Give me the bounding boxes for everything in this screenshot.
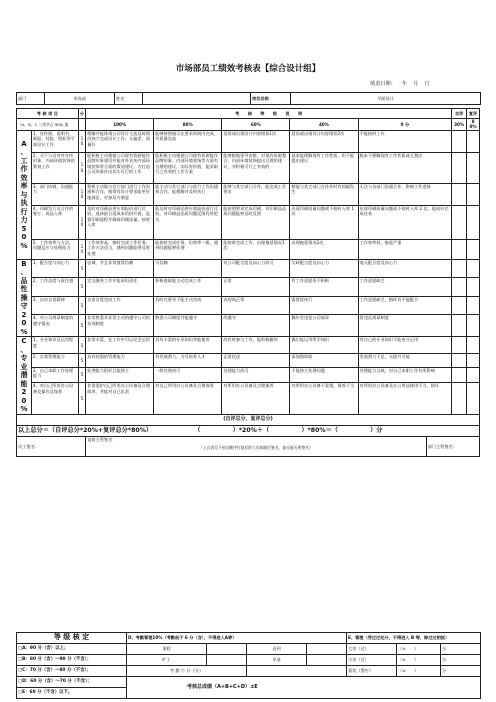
dept-value[interactable]: 市场部 [45, 93, 115, 105]
summary-title: (自评总分、复评总分) [17, 414, 480, 425]
level-description: 偶尔会违犯公司规章 [290, 315, 358, 337]
level-description: 工作效率低，拖延严重 [358, 239, 452, 259]
level-description: 发展潜力不足，无提升可能 [358, 354, 452, 367]
review-score-cell[interactable] [467, 130, 480, 152]
level-description: 对自己所用办公设备及合理保养 [154, 383, 222, 415]
item-weight: 5 [78, 296, 85, 314]
level-description: 具有较强的管理能力 [86, 354, 154, 367]
level-description: 尚遵守 [222, 315, 290, 337]
level-description: 不能独立处理问题 [290, 367, 358, 383]
review-score-cell[interactable] [467, 296, 480, 314]
review-pct: 80% [467, 119, 480, 131]
level-description: 完全融身工作并能承担责任 [86, 278, 154, 296]
item-description: 1、宣传册、说明书、画报、挂报、图标等平面设计工作 [31, 130, 78, 152]
absent-label: 旷工 [127, 655, 207, 666]
level-description: 能按时完成工作，出现拖延情况1次 [222, 239, 290, 259]
position-label: 岗位名称 [251, 93, 291, 105]
item-weight: 5 [78, 354, 85, 367]
self-score-cell[interactable] [452, 152, 467, 183]
weight-header: 分 [78, 109, 85, 119]
fill-date: 填表日期： 年 月 日 [370, 81, 430, 87]
level-description: 忠诚，并且非常值得信赖 [86, 259, 154, 277]
level-description: 对自己的专业知识不能充分运用 [358, 337, 452, 354]
level-description: 熟悉公司制度并能遵守 [154, 315, 222, 337]
level-description: 能够按照指示在要求时间内完成，并质量良高 [154, 130, 222, 152]
absent-value[interactable] [207, 655, 247, 666]
supervisor-sign[interactable]: 直接主管签名： （上自表至下按自顺序打最后的人员知晓后签名，如无能无所签名） [86, 436, 426, 456]
item-weight: 10 [78, 152, 85, 183]
evaluation-table [16, 108, 480, 457]
info-row [16, 92, 481, 105]
discipline-title: E、管理（受过过处分，不得进入 B 等，除过过相抵） [347, 633, 481, 644]
self-score-cell[interactable] [452, 205, 467, 239]
level-description: 处理能力欠缺，对自己本职工作有所影响 [358, 367, 452, 383]
item-description: 2、工作态度与责任感 [31, 278, 78, 296]
level-description: 有时在督导下能主动完成 [154, 296, 222, 314]
commendation-value[interactable]: （± ） [397, 666, 441, 677]
review-score-cell[interactable] [467, 205, 480, 239]
level-description: 非常爱护自己所用办公设备及合理保养，并能对自己负责 [86, 383, 154, 415]
grade-title: 等 级 核 定 [17, 633, 127, 644]
item-description: 2、自我管理能力 [31, 354, 78, 367]
review-score-cell[interactable] [467, 183, 480, 205]
item-weight: 5 [78, 337, 85, 354]
item-description: 1、配合度与向心力 [31, 259, 78, 277]
self-score-cell[interactable] [452, 130, 467, 152]
item-description: 1、专业知识及运用程度 [31, 337, 78, 354]
level-40: 40% [290, 119, 358, 131]
level-description: 常违反规章制度 [358, 315, 452, 337]
item-header: 考 核 项 目 [17, 109, 79, 119]
level-description: 正常 [222, 278, 290, 296]
level-description: 自由自觉完成工作 [86, 296, 154, 314]
level-description: 有工作意愿但不积极 [290, 278, 358, 296]
level-description: 表现尚正常 [222, 296, 290, 314]
level-description: 积极主动地与其它部门进行工作沟通和合作，使得有设计要求能更好地满足，更加双方满意 [86, 183, 154, 205]
level-description: 稍能与其它部门合作并时有间隔发生 [290, 183, 358, 205]
item-weight: 5 [78, 383, 85, 415]
item-description: 3、自由自觉精神 [31, 296, 78, 314]
item-weight: 10 [78, 183, 85, 205]
level-description: 延误或出现设计内容错误2次 [290, 130, 358, 152]
self-score-cell[interactable] [452, 239, 467, 259]
level-description: 尚有时参与工作，能积极解决 [222, 337, 290, 354]
level-description: 对所用办公设备不爱惜，保养不当 [290, 383, 358, 415]
level-description: 一般处理尚可 [154, 367, 222, 383]
major-merit-value[interactable]: （± ） [397, 644, 441, 655]
total-row: 以上总分＝（自评总分*20%+复评总分*80%） （ ）*20%＋（ ）*80%＝（ ）分 [17, 425, 480, 436]
employee-sign[interactable]: 员工签名： [17, 436, 86, 456]
category-label-c: C 、 专 业 潜 能 2 0 % [17, 337, 32, 415]
early-leave-label: 早退 [247, 655, 307, 666]
level-description: 处理能力尚可 [222, 367, 290, 383]
level-description: 能按照要求完成印刷，对印刷品品质问题能够及时反馈 [222, 205, 290, 239]
leave-value[interactable] [207, 644, 247, 655]
review-score-cell[interactable] [467, 383, 480, 415]
item-weight: 5 [78, 315, 85, 337]
grade-b[interactable]: □B：80 分（含）～90 分（不含）； [17, 655, 127, 666]
grade-table: 等 级 核 定 D、考勤管理10%（考勤低于 6 分（含），不得进入A等） E、管理（受过过处分，不得进入 B 等，除过过相抵） □A：90 分（含）以上； 事假 迟到 大功（过） （± ） 分 □B：80 分（含）～90 分（不含）； 旷工 早退 小功（过） （± ） 分 □C：70 分（含）～80 分（不含）； 考 勤 小 计（分） 嘉奖（警告） （± ） 分 □D：60 分（含）～70 分（不含）； 考核总成绩（A+B+C+D）±E □E：60 分（不含）以下。 [16, 632, 481, 699]
self-score-cell[interactable] [452, 354, 467, 367]
self-pct: 30% [452, 119, 467, 131]
early-leave-value[interactable] [307, 655, 347, 666]
review-score-cell[interactable] [467, 278, 480, 296]
late-value[interactable] [307, 644, 347, 655]
item-description: 4、对自己所用办公设备及操作及保养 [31, 383, 78, 415]
category-label-a: A 、 工 作 效 率 与 执 行 力 5 0 % [17, 130, 32, 259]
grade-e[interactable]: □E：60 分（不含）以下。 [17, 688, 127, 699]
minor-merit-value[interactable]: （± ） [397, 655, 441, 666]
self-header: 自评 [452, 109, 467, 119]
position-value[interactable]: 平面设计 [291, 93, 481, 105]
level-description: 能积极主动根据公司现有资源能作品牌形象、内部环境装饰等方面有合理的建议，实际有价值，能采取行之有效的工作方案 [154, 152, 222, 183]
self-score-cell[interactable] [452, 296, 467, 314]
level-description: 能积极主动根据公司现有资源能作品牌形象建设并能对外宣传内部环境装饰等方面的策划建议，为打造公司形象作出切实可行的工作 [86, 152, 154, 183]
item-description: 2、关于公司对外宣传形象、内部环境装饰的策划工作 [31, 152, 78, 183]
level-description: 工作意愿缺乏 [358, 278, 452, 296]
item-weight: 5 [78, 367, 85, 383]
review-score-cell[interactable] [467, 337, 480, 354]
major-merit-label: 大功（过） [347, 644, 397, 655]
level-description: 理解并能体现公司设计主流及时情况独立完成设计工作；无偏差、质量好 [86, 130, 154, 152]
level-description: 能够与其它部门合作，能达成工作要求 [222, 183, 290, 205]
review-score-cell[interactable] [467, 239, 480, 259]
level-description: 正常状况 [222, 354, 290, 367]
level-description: 根本不理解现有工作性质或无想法 [358, 152, 452, 183]
level-description: 偶尔能运用所学知识 [290, 337, 358, 354]
level-description: 对所用办公设备及办公用品使用不当，损坏 [358, 383, 452, 415]
level-description: 工作意愿缺乏，指挥仍不能配合 [358, 296, 452, 314]
late-label: 迟到 [247, 644, 307, 655]
level-description: 处理能力很好且能独立 [86, 367, 154, 383]
level-description: 不能按时工作 [358, 130, 452, 152]
name-label: 姓名 [115, 93, 143, 105]
grade-d[interactable]: □D：60 分（含）～70 分（不含）； [17, 677, 127, 688]
level-description: 无法与各部门沟通合作，影响工作进展 [358, 183, 452, 205]
level-description: 对公司配合度及向心力尚可 [222, 259, 290, 277]
final-score: 考核总成绩（A+B+C+D）±E [127, 677, 481, 699]
attendance-subtotal-value[interactable] [247, 666, 347, 677]
item-description: 4、对公司规章制度的遵守情况 [31, 315, 78, 337]
level-description: 能够根据领导安排，对现有资源整合，内部环境装饰提出合理的建议，并积极可行之有效的 [222, 152, 290, 183]
self-score-cell[interactable] [452, 278, 467, 296]
review-score-cell[interactable] [467, 367, 480, 383]
level-0: 0 分 [358, 119, 452, 131]
level-description: 工作效率高，按时完成工作任务，工作方法适当，遇到问题能够及时处理 [86, 239, 154, 259]
item-description: 3、自己本职工作处理能力 [31, 367, 78, 383]
level-80: 80% [154, 119, 222, 131]
level-description: 延误或出现设计内容错误1次 [222, 130, 290, 152]
level-description: 能主动与其它部门与进行工作沟通和合作，能理解并及时执行 [154, 183, 222, 205]
level-description: 出现印刷质量问题或不按时入库 1 次 [290, 205, 358, 239]
level-description: 欠缺配合度及向心力 [290, 259, 358, 277]
item-weight: 10 [78, 239, 85, 259]
self-score-cell[interactable] [452, 183, 467, 205]
commendation-label: 嘉奖（警告） [347, 666, 397, 677]
level-100: 100% [86, 119, 154, 131]
review-score-cell[interactable] [467, 354, 480, 367]
item-weight: 5 [78, 259, 85, 277]
name-value[interactable] [143, 93, 251, 105]
level-header: 考 核 等 级 说 明 [86, 109, 452, 119]
level-description: 有发展潜力，为可培养人才 [154, 354, 222, 367]
category-label-b: B 、 品 性 操 守 2 0 % [17, 259, 32, 337]
level-description: 需督促执行 [290, 296, 358, 314]
level-description: 需加强训练 [290, 354, 358, 367]
leave-label: 事假 [127, 644, 207, 655]
item-description: 5、工作效率与方法，问题反应与处理能力 [31, 239, 78, 259]
level-description: 非常丰富，在工作中可以完全运用 [86, 337, 154, 354]
level-description: 能及时对印刷品供应商报价进行比较，对印刷品品质问题反馈有所把关 [154, 205, 222, 239]
level-description: 出现拖延情况2次 [290, 239, 358, 259]
level-description: 积极进取能主动完成工作 [154, 278, 222, 296]
grade-a[interactable]: □A：90 分（含）以上； [17, 644, 127, 655]
item-weight: 10 [78, 130, 85, 152]
dept-label: 部门 [17, 93, 45, 105]
self-score-cell[interactable] [452, 259, 467, 277]
form-title: 市场部员工绩效考核表【综合设计组】 [175, 64, 321, 74]
item-description: 4、印刷发行及合作的签订、成品入库 [31, 205, 78, 239]
self-score-cell[interactable] [452, 337, 467, 354]
abc-note: （A、B、C 三项共占 90% 值 [17, 119, 79, 131]
attendance-title: D、考勤管理10%（考勤低于 6 分（含），不得进入A等） [127, 633, 347, 644]
level-60: 60% [222, 119, 290, 131]
attendance-subtotal-label: 考 勤 小 计（分） [127, 666, 247, 677]
self-score-cell[interactable] [452, 367, 467, 383]
level-description: 毫无配合度及向心力 [358, 259, 452, 277]
grade-c[interactable]: □C：70 分（含）～80 分（不含）； [17, 666, 127, 677]
level-description: 基本能理解现有工作性质，但不能提出建议 [290, 152, 358, 183]
level-description: 非常熟悉并非常主动的遵守公司的各项制度 [86, 315, 154, 337]
level-description: 出现印刷质量问题或不按时入库 2 次，能较好完成任务 [358, 205, 452, 239]
level-description: 对所用办公设备及合理保养 [222, 383, 290, 415]
review-score-cell[interactable] [467, 152, 480, 183]
review-header: 复评 [467, 109, 480, 119]
item-description: 3、部门协调、沟通能力 [31, 183, 78, 205]
item-weight: 10 [78, 205, 85, 239]
level-description: 能按时完成任务，但效率一般，遇到问题能够处理 [154, 239, 222, 259]
item-weight: 5 [78, 278, 85, 296]
level-description: 具有丰富的专业知识并能使用 [154, 337, 222, 354]
level-description: 可信赖 [154, 259, 222, 277]
minor-merit-label: 小功（过） [347, 655, 397, 666]
level-description: 及时对印刷品供应商报价进行比较，选择最合适成本的供应商，监督印刷流程并确保印刷质量，按时入库 [86, 205, 154, 239]
dept-manager-sign[interactable]: 部门主管签名： [426, 436, 479, 456]
self-score-cell[interactable] [452, 315, 467, 337]
review-score-cell[interactable] [467, 315, 480, 337]
self-score-cell[interactable] [452, 383, 467, 415]
review-score-cell[interactable] [467, 259, 480, 277]
